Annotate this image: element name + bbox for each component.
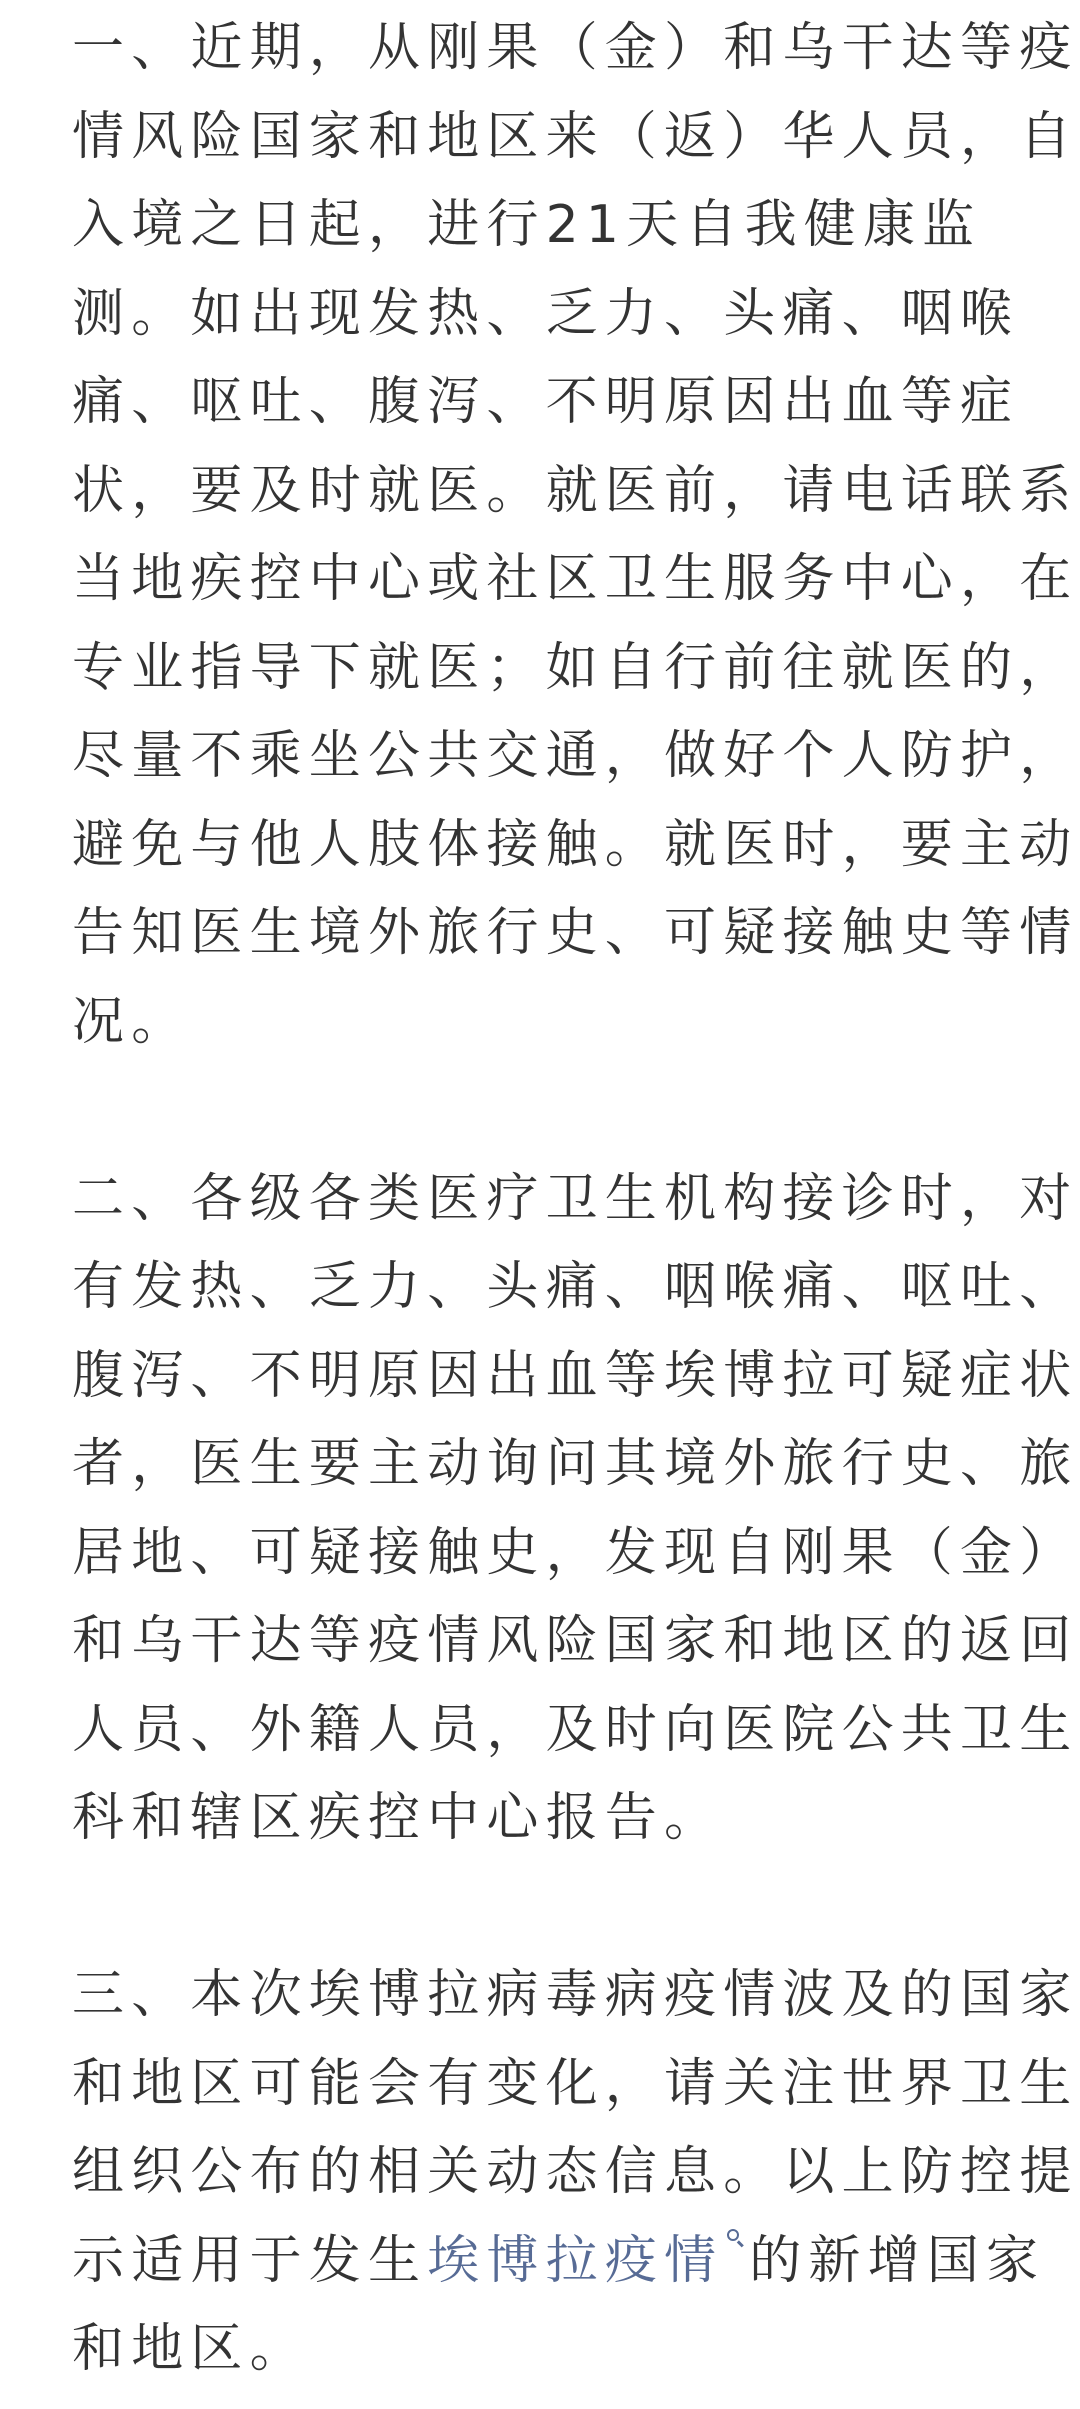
text-line: 专业指导下就医；如自行前往就医的，: [72, 637, 1079, 698]
text-line: 测。如出现发热、乏力、头痛、咽喉: [72, 283, 1020, 344]
text-line: 二、各级各类医疗卫生机构接诊时，对: [72, 1168, 1079, 1229]
text-line: 情风险国家和地区来（返）华人员，自: [72, 106, 1079, 167]
text-line: 入境之日起，进行21天自我健康监: [72, 195, 982, 255]
paragraph-spacer: [72, 1066, 1012, 1155]
paragraph-spacer: [72, 1863, 1012, 1952]
text-line: 告知医生境外旅行史、可疑接触史等情: [72, 903, 1079, 963]
text-line: 尽量不乘坐公共交通，做好个人防护，: [72, 726, 1079, 786]
text-line: 状，要及时就医。就医前，请电话联系: [72, 460, 1079, 521]
paragraph-2: [72, 1155, 1079, 1863]
text-line-with-link: [72, 2217, 1046, 2306]
search-icon[interactable]: [725, 2227, 745, 2253]
text-line: 者，医生要主动询问其境外旅行史、旅: [72, 1434, 1079, 1494]
text-line: 居地、可疑接触史，发现自刚果（金）: [72, 1522, 1079, 1583]
link-prefix-text: 示适用于发生: [72, 2230, 428, 2291]
text-line: 和地区可能会有变化，请关注世界卫生: [72, 2053, 1079, 2114]
article-body: [72, 4, 1079, 2394]
text-line: 腹泻、不明原因出血等埃博拉可疑症状: [72, 1345, 1079, 1406]
text-line: 有发热、乏力、头痛、咽喉痛、呕吐、: [72, 1257, 1079, 1317]
text-line: 和乌干达等疫情风险国家和地区的返回: [72, 1611, 1079, 1671]
text-line: 三、本次埃博拉病毒病疫情波及的国家: [72, 1965, 1079, 2025]
text-line: 避免与他人肢体接触。就医时，要主动: [72, 814, 1079, 875]
text-line: 组织公布的相关动态信息。以上防控提: [72, 2142, 1079, 2202]
text-line: 痛、呕吐、腹泻、不明原因出血等症: [72, 372, 1020, 432]
text-line: 当地疾控中心或社区卫生服务中心，在: [72, 549, 1079, 609]
link-text[interactable]: 埃博拉疫情: [427, 2230, 724, 2291]
link-suffix-text: 的新增国家: [749, 2230, 1046, 2291]
text-line: 一、近期，从刚果（金）和乌干达等疫: [72, 18, 1079, 78]
ebola-epidemic-search-link[interactable]: [427, 2231, 749, 2291]
text-line: 和地区。: [72, 2319, 309, 2379]
paragraph-1: [72, 4, 1079, 1066]
paragraph-3: [72, 1951, 1079, 2394]
text-line: 人员、外籍人员，及时向医院公共卫生: [72, 1699, 1079, 1760]
text-line: 科和辖区疾控中心报告。: [72, 1788, 724, 1848]
text-line: 况。: [72, 991, 191, 1052]
